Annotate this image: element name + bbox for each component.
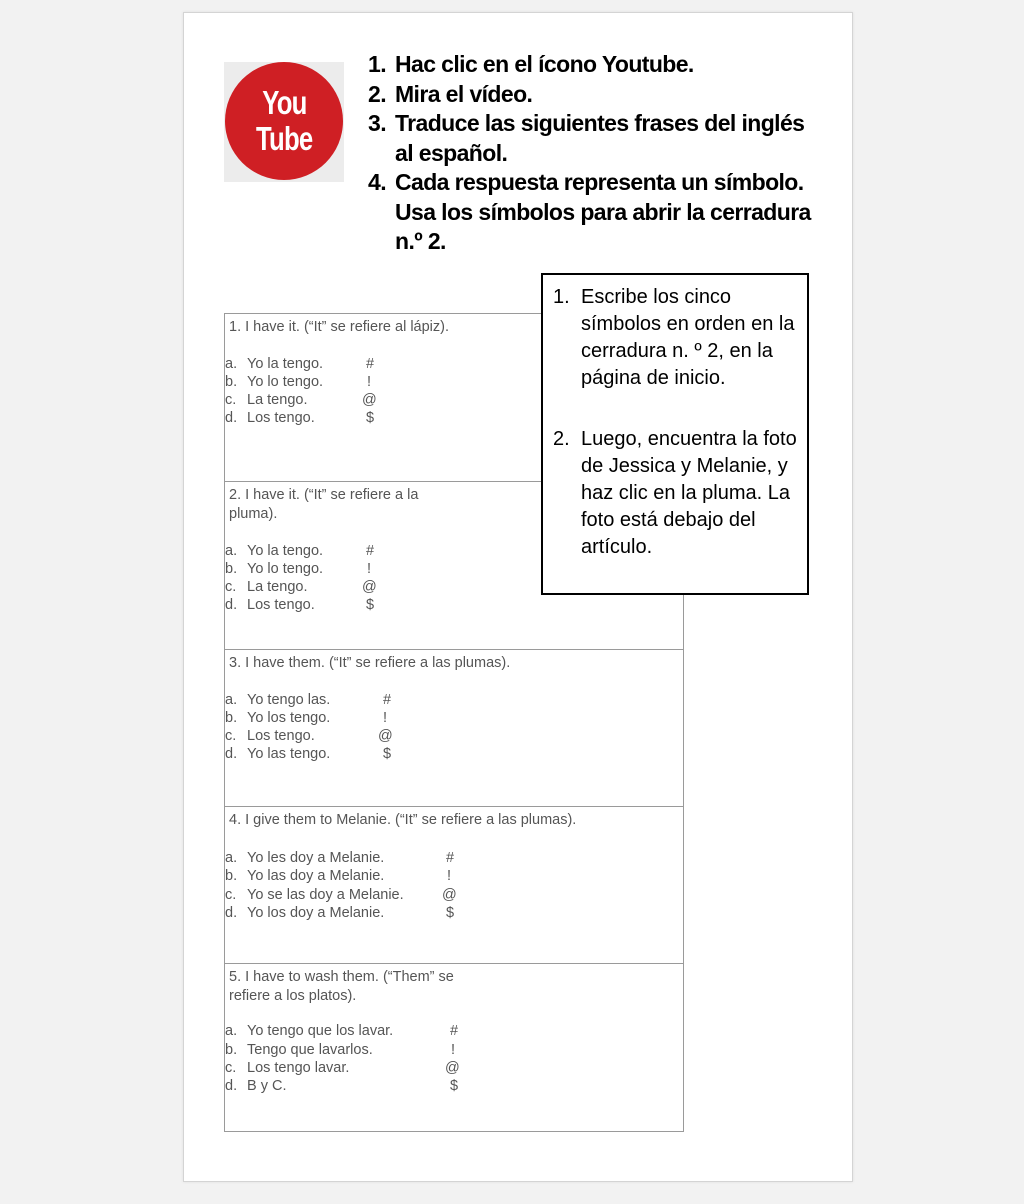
option-text: Yo tengo las. bbox=[247, 692, 331, 708]
option-symbol: $ bbox=[366, 597, 375, 613]
note-number: 2. bbox=[553, 428, 570, 450]
instruction-number: 3. bbox=[368, 110, 386, 136]
instruction-number: 4. bbox=[368, 169, 386, 195]
option-text: Los tengo. bbox=[247, 728, 315, 744]
youtube-logo-circle[interactable] bbox=[225, 62, 343, 180]
option-letter: a. bbox=[225, 543, 238, 559]
answer-option bbox=[225, 709, 330, 728]
option-symbol: @ bbox=[362, 392, 377, 408]
option-symbol: ! bbox=[367, 374, 372, 390]
option-text: Yo lo tengo. bbox=[247, 561, 324, 577]
answer-option bbox=[225, 727, 315, 746]
instruction-number: 2. bbox=[368, 80, 386, 107]
instruction-item bbox=[368, 80, 818, 110]
note-text: Luego, encuentra la foto de Jessica y Melanie, y haz clic en la pluma. La foto está debajo del artículo. bbox=[581, 428, 797, 558]
instruction-text: Cada respuesta representa un símbolo. Usa los símbolos para abrir la cerradura n.º 2. bbox=[395, 169, 811, 254]
instruction-number: 1. bbox=[368, 51, 386, 77]
note-item bbox=[553, 426, 803, 561]
answer-option bbox=[225, 373, 323, 392]
instruction-text: Hac clic en el ícono Youtube. bbox=[395, 51, 694, 77]
option-symbol: # bbox=[450, 1023, 459, 1039]
option-letter: b. bbox=[225, 868, 238, 884]
option-letter: c. bbox=[225, 579, 237, 595]
option-text: La tengo. bbox=[247, 579, 308, 595]
option-text: B y C. bbox=[247, 1078, 287, 1094]
answer-option bbox=[225, 355, 323, 374]
option-text: Yo tengo que los lavar. bbox=[247, 1023, 394, 1039]
option-symbol: @ bbox=[378, 728, 393, 744]
answer-option bbox=[225, 1077, 286, 1096]
answer-option bbox=[225, 542, 323, 561]
youtube-logo-line2: Tube bbox=[255, 120, 313, 157]
option-letter: b. bbox=[225, 374, 238, 390]
option-letter: d. bbox=[225, 410, 238, 426]
question-title: 2. I have it. (“It” se refiere a la pluma). bbox=[229, 487, 419, 522]
note-item bbox=[553, 284, 803, 392]
answer-option bbox=[225, 560, 323, 579]
question-cell bbox=[225, 650, 683, 807]
answer-option bbox=[225, 409, 315, 428]
option-text: Los tengo lavar. bbox=[247, 1060, 350, 1076]
option-symbol: ! bbox=[383, 710, 388, 726]
instructions-list bbox=[368, 50, 818, 257]
question-title: 5. I have to wash them. (“Them” se refiere a los platos). bbox=[229, 969, 454, 1004]
instruction-item bbox=[368, 50, 818, 80]
option-letter: a. bbox=[225, 692, 238, 708]
instruction-item bbox=[368, 109, 818, 168]
option-letter: b. bbox=[225, 710, 238, 726]
question-title: 4. I give them to Melanie. (“It” se refiere a las plumas). bbox=[229, 812, 577, 828]
option-text: Los tengo. bbox=[247, 410, 315, 426]
option-symbol: $ bbox=[446, 905, 455, 921]
option-symbol: # bbox=[366, 356, 375, 372]
option-text: Yo les doy a Melanie. bbox=[247, 850, 385, 866]
option-text: Yo la tengo. bbox=[247, 543, 324, 559]
option-letter: d. bbox=[225, 597, 238, 613]
option-symbol: ! bbox=[367, 561, 372, 577]
option-text: Yo se las doy a Melanie. bbox=[247, 887, 404, 903]
option-letter: a. bbox=[225, 850, 238, 866]
option-symbol: # bbox=[366, 543, 375, 559]
youtube-logo-line1: You bbox=[261, 84, 307, 121]
instruction-text: Mira el vídeo. bbox=[395, 80, 533, 107]
option-text: Yo la tengo. bbox=[247, 356, 324, 372]
option-letter: d. bbox=[225, 1078, 238, 1094]
option-symbol: $ bbox=[383, 746, 392, 762]
answer-option bbox=[225, 867, 384, 886]
option-symbol: # bbox=[383, 692, 392, 708]
answer-option bbox=[225, 578, 307, 597]
option-letter: c. bbox=[225, 887, 237, 903]
option-text: Tengo que lavarlos. bbox=[247, 1042, 373, 1058]
instruction-item bbox=[368, 168, 818, 257]
option-symbol: ! bbox=[451, 1042, 456, 1058]
note-text: Escribe los cinco símbolos en orden en la cerradura n. º 2, en la página de inicio. bbox=[581, 286, 795, 389]
answer-option bbox=[225, 691, 330, 710]
answer-option bbox=[225, 849, 384, 868]
answer-option bbox=[225, 886, 404, 905]
youtube-icon[interactable] bbox=[224, 62, 344, 182]
instruction-text: Traduce las siguientes frases del inglés al español. bbox=[395, 110, 805, 166]
option-symbol: @ bbox=[445, 1060, 460, 1076]
question-cell bbox=[225, 807, 683, 964]
option-letter: a. bbox=[225, 1023, 238, 1039]
option-text: La tengo. bbox=[247, 392, 308, 408]
question-title: 1. I have it. (“It” se refiere al lápiz). bbox=[229, 319, 449, 335]
answer-option bbox=[225, 745, 330, 764]
option-letter: a. bbox=[225, 356, 238, 372]
answer-option bbox=[225, 1022, 393, 1041]
option-letter: c. bbox=[225, 392, 237, 408]
option-symbol: # bbox=[446, 850, 455, 866]
option-text: Yo lo tengo. bbox=[247, 374, 324, 390]
option-letter: b. bbox=[225, 1042, 238, 1058]
option-text: Yo las doy a Melanie. bbox=[247, 868, 385, 884]
question-title: 3. I have them. (“It” se refiere a las plumas). bbox=[229, 655, 511, 671]
answer-option bbox=[225, 391, 307, 410]
option-letter: d. bbox=[225, 905, 238, 921]
option-text: Los tengo. bbox=[247, 597, 315, 613]
option-letter: b. bbox=[225, 561, 238, 577]
question-cell bbox=[225, 964, 683, 1132]
option-text: Yo los tengo. bbox=[247, 710, 331, 726]
option-text: Yo las tengo. bbox=[247, 746, 331, 762]
option-letter: d. bbox=[225, 746, 238, 762]
answer-option bbox=[225, 1059, 349, 1078]
instruction-note-box bbox=[541, 273, 809, 595]
note-number: 1. bbox=[553, 286, 570, 308]
option-symbol: @ bbox=[362, 579, 377, 595]
option-letter: c. bbox=[225, 1060, 237, 1076]
option-symbol: $ bbox=[450, 1078, 459, 1094]
option-symbol: @ bbox=[442, 887, 457, 903]
option-symbol: ! bbox=[447, 868, 452, 884]
answer-option bbox=[225, 904, 384, 923]
answer-option bbox=[225, 596, 315, 615]
answer-option bbox=[225, 1041, 373, 1060]
option-text: Yo los doy a Melanie. bbox=[247, 905, 385, 921]
option-symbol: $ bbox=[366, 410, 375, 426]
option-letter: c. bbox=[225, 728, 237, 744]
